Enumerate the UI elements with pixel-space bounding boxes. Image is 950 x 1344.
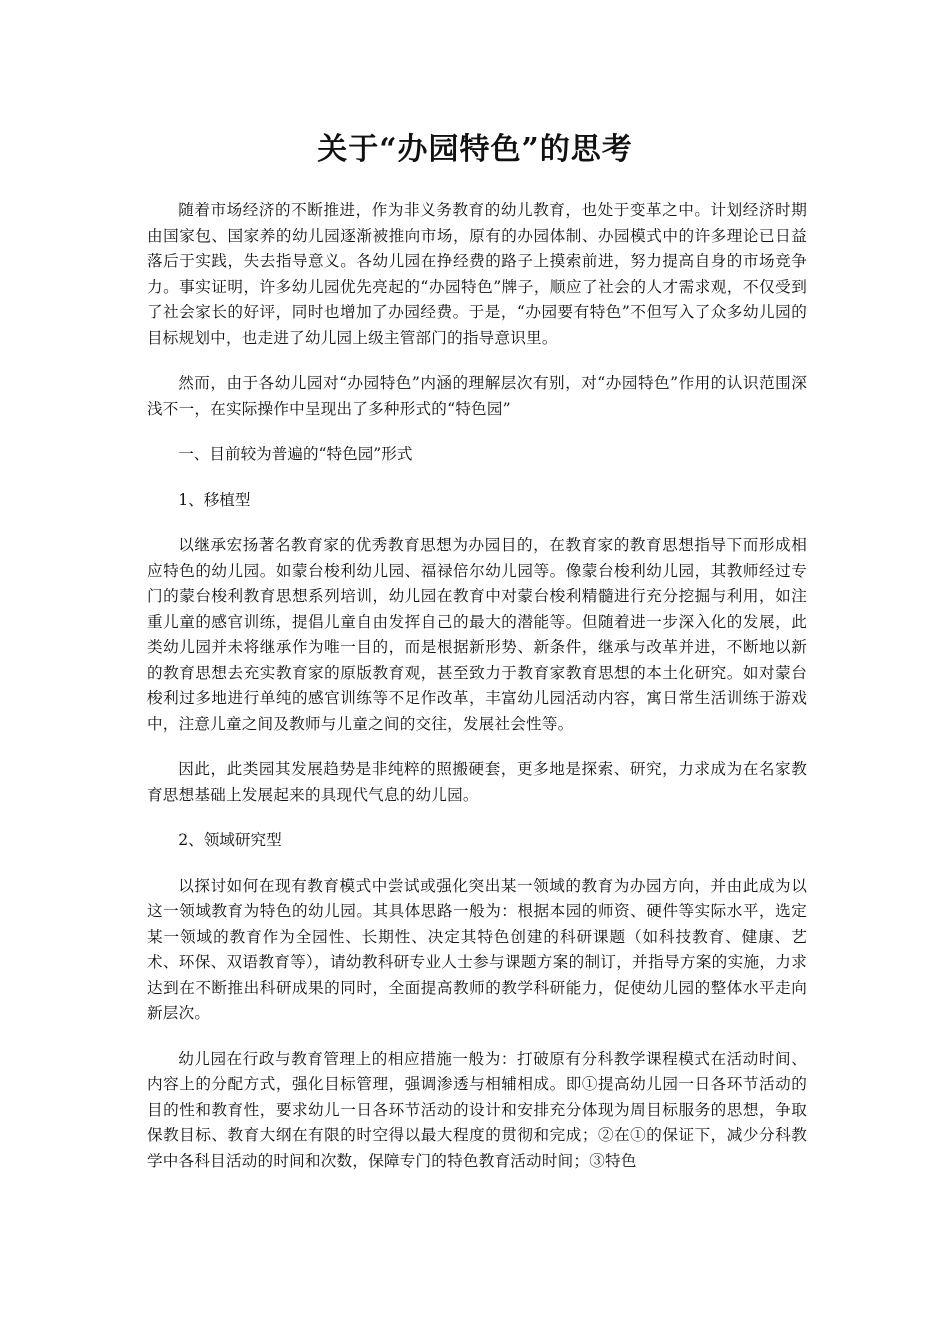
paragraph-management-measures: 幼儿园在行政与教育管理上的相应措施一般为：打破原有分科教学课程模式在活动时间、内容上的分配方式，强化目标管理，强调渗透与相辅相成。即①提高幼儿园一日各环节活动的目的性和教育性，要求幼儿一日各环节活动的设计和安排充分体现为周目标服务的思想，争取保教目标、教育大纲在有限的时空得以最大程度的贯彻和完成；②在①的保证下，减少分科教学中各科目活动的时间和次数，保障专门的特色教育活动时间；③特色 xyxy=(147,1049,807,1170)
paragraph-transplant-detail: 以继承宏扬著名教育家的优秀教育思想为办园目的，在教育家的教育思想指导下而形成相应特色的幼儿园。如蒙台梭利幼儿园、福禄倍尔幼儿园等。像蒙台梭利幼儿园，其教师经过专门的蒙台梭利教育思想系列培训，幼儿园在教育中对蒙台梭利精髓进行充分挖掘与利用，如注重儿童的感官训练，提倡儿童自由发挥自己的最大的潜能等。但随着进一步深入化的发展，此类幼儿园并未将继承作为唯一目的，而是根据新形势、新条件，继承与改革并进，不断地以新的教育思想去充实教育家的原版教育观，甚至致力于教育家教育思想的本土化研究。如对蒙台梭利过多地进行单纯的感官训练等不足作改革，丰富幼儿园活动内容，寓日常生活训练于游戏中，注意儿童之间及教师与儿童之间的交往，发展社会性等。 xyxy=(147,536,807,733)
document-body xyxy=(147,198,807,1194)
document-title: 关于“办园特色”的思考 xyxy=(317,132,633,167)
paragraph-however: 然而，由于各幼儿园对“办园特色”内涵的理解层次有别，对“办园特色”作用的认识范围深浅不一，在实际操作中呈现出了多种形式的“特色园” xyxy=(147,374,807,418)
subsection-heading-transplant: 1、移植型 xyxy=(178,490,251,509)
paragraph-domain-research-detail: 以探讨如何在现有教育模式中尝试或强化突出某一领域的教育为办园方向，并由此成为以这一领域教育为特色的幼儿园。其具体思路一般为：根据本园的师资、硬件等实际水平，选定某一领域的教育作为全园性、长期性、决定其特色创建的科研课题（如科技教育、健康、艺术、环保、双语教育等），请幼教科研专业人士参与课题方案的制订，并指导方案的实施，力求达到在不断推出科研成果的同时，全面提高教师的教学科研能力，促使幼儿园的整体水平走向新层次。 xyxy=(147,876,807,1022)
paragraph-intro: 随着市场经济的不断推进，作为非义务教育的幼儿教育，也处于变革之中。计划经济时期由国家包、国家养的幼儿园逐渐被推向市场，原有的办园体制、办园模式中的许多理论已日益落后于实践，失去指导意义。各幼儿园在挣经费的路子上摸索前进，努力提高自身的市场竞争力。事实证明，许多幼儿园优先亮起的“办园特色”牌子，顺应了社会的人才需求观，不仅受到了社会家长的好评，同时也增加了办园经费。于是，“办园要有特色”不但写入了众多幼儿园的目标规划中，也走进了幼儿园上级主管部门的指导意识里。 xyxy=(147,201,807,347)
paragraph-transplant-conclusion: 因此，此类园其发展趋势是非纯粹的照搬硬套，更多地是探索、研究，力求成为在名家教育思想基础上发展起来的具现代气息的幼儿园。 xyxy=(147,760,807,804)
section-heading-1: 一、目前较为普遍的“特色园”形式 xyxy=(178,445,413,463)
subsection-heading-domain-research: 2、领域研究型 xyxy=(178,831,282,849)
